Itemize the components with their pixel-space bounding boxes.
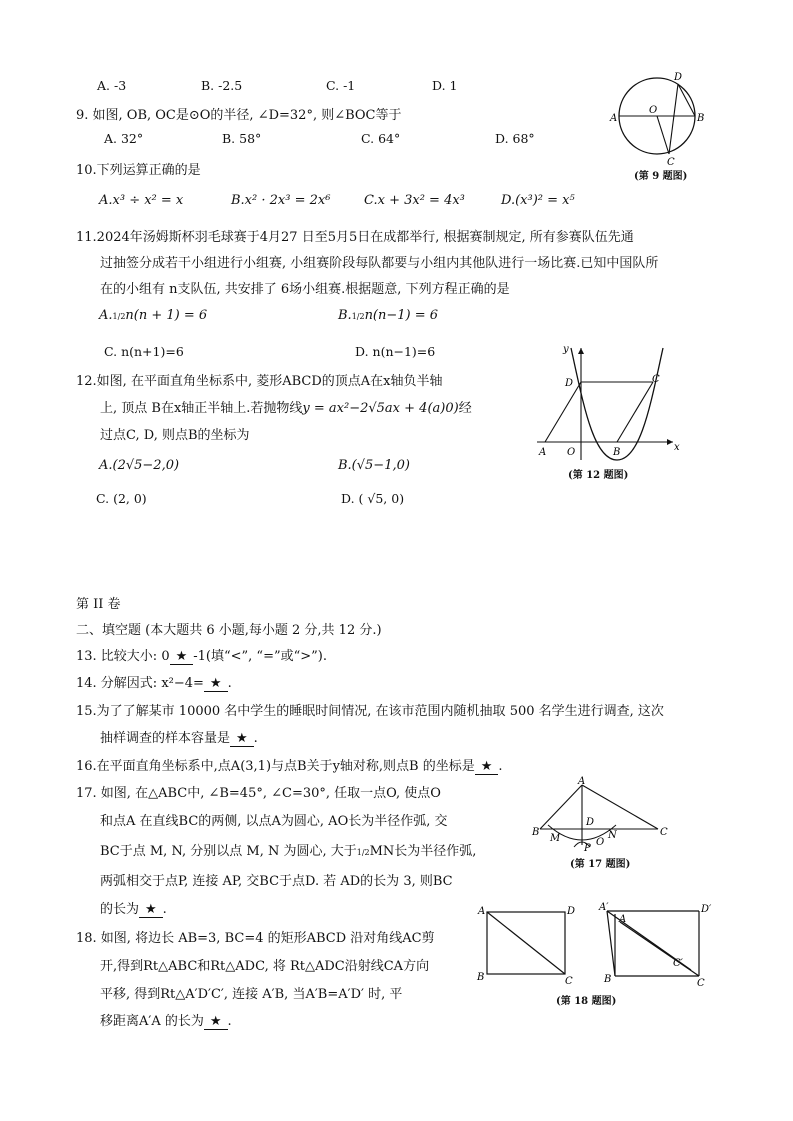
q10-option-c: C.x + 3x² = 4x³ <box>364 193 465 208</box>
q17-line-3: BC于点 M, N, 分别以点 M, N 为圆心, 大于1/2MN长为半径作弧, <box>100 844 477 859</box>
q17-label-m: M <box>550 833 561 844</box>
q17-label-d: D <box>586 817 595 828</box>
q17-label-b: B <box>532 827 540 838</box>
q11-option-c: C. n(n+1)=6 <box>104 344 184 359</box>
q9-option-a: A. 32° <box>104 131 144 146</box>
q12-label-a: A <box>539 447 547 458</box>
q11-option-d: D. n(n−1)=6 <box>355 344 436 359</box>
q18-line-1: 18. 如图, 将边长 AB=3, BC=4 的矩形ABCD 沿对角线AC剪 <box>76 931 435 946</box>
q18-figure <box>473 898 713 990</box>
q9-label-c: C <box>667 157 675 168</box>
q18-left-label-d: D <box>567 906 576 917</box>
q17-label-o: O <box>596 837 605 848</box>
q11-line-3: 在的小组有 n支队伍, 共安排了 6场小组赛.根据题意, 下列方程正确的是 <box>100 282 510 297</box>
q18-line-3: 平移, 得到Rt△A′D′C′, 连接 A′B, 当A′B=A′D′ 时, 平 <box>100 987 403 1002</box>
q12-option-c: C. (2, 0) <box>96 491 147 506</box>
q16: 16.在平面直角坐标系中,点A(3,1)与点B关于y轴对称,则点B 的坐标是 ★ . <box>76 759 503 774</box>
q14: 14. 分解因式: x²−4= ★ . <box>76 676 232 691</box>
q9-option-c: C. 64° <box>361 131 401 146</box>
q11-line-2: 过抽签分成若干小组进行小组赛, 小组赛阶段每队都要与小组内其他队进行一场比赛.已知中国队所 <box>100 256 659 271</box>
part2-title: 第 II 卷 <box>76 597 121 612</box>
q13-blank: ★ <box>170 649 194 665</box>
q12-label-y: y <box>563 344 569 355</box>
q18-line-4: 移距离A′A 的长为 ★ . <box>100 1014 232 1029</box>
q12-option-a: A.(2√5−2,0) <box>99 458 180 473</box>
q12-line-2: 上, 顶点 B在x轴正半轴上.若抛物线y = ax²−2√5ax + 4(a)0)经 <box>100 401 472 416</box>
q9-option-b: B. 58° <box>222 131 262 146</box>
q11-option-b: B.1/2n(n−1) = 6 <box>338 308 439 323</box>
q12-figure <box>533 342 683 464</box>
q9-label-a: A <box>610 113 618 124</box>
q15-line-1: 15.为了了解某市 10000 名中学生的睡眠时间情况, 在该市范围内随机抽取 500 名学生进行调查, 这次 <box>76 704 664 719</box>
q12-line-3: 过点C, D, 则点B的坐标为 <box>100 428 250 443</box>
q9-caption: (第 9 题图) <box>634 171 688 182</box>
q17-caption: (第 17 题图) <box>570 859 631 870</box>
q9-label-b: B <box>697 113 705 124</box>
q9-figure <box>605 70 710 180</box>
q17-label-p: P <box>584 843 591 854</box>
q9-stem: 9. 如图, OB, OC是⊙O的半径, ∠D=32°, 则∠BOC等于 <box>76 108 402 123</box>
q12-label-c: C <box>652 374 660 385</box>
q12-label-o: O <box>567 447 576 458</box>
q11-option-a: A.1/2n(n + 1) = 6 <box>99 308 208 323</box>
q12-label-b: B <box>613 447 621 458</box>
q18-blank: ★ <box>204 1014 228 1030</box>
q17-line-1: 17. 如图, 在△ABC中, ∠B=45°, ∠C=30°, 任取一点O, 使点O <box>76 786 441 801</box>
q15-line-2: 抽样调查的样本容量是 ★ . <box>100 731 258 746</box>
q11-line-1: 11.2024年汤姆斯杯羽毛球赛于4月27 日至5月5日在成都举行, 根据赛制规定, 所有参赛队伍先通 <box>76 230 634 245</box>
q18-right-label-c: C <box>697 978 705 989</box>
q17-label-n: N <box>608 830 617 841</box>
q18-right-label-c-prime: C′ <box>673 958 683 969</box>
section-title: 二、填空题 (本大题共 6 小题,每小题 2 分,共 12 分.) <box>76 623 382 638</box>
q9-label-o: O <box>649 105 658 116</box>
q10-option-d: D.(x³)² = x⁵ <box>501 193 575 208</box>
q8-option-b: B. -2.5 <box>201 78 243 93</box>
q12-option-d: D. ( √5, 0) <box>341 491 405 506</box>
q8-option-c: C. -1 <box>326 78 356 93</box>
q9-option-d: D. 68° <box>495 131 535 146</box>
q17-line-4: 两弧相交于点P, 连接 AP, 交BC于点D. 若 AD的长为 3, 则BC <box>100 874 453 889</box>
q12-option-b: B.(√5−1,0) <box>338 458 410 473</box>
q12-caption: (第 12 题图) <box>568 470 629 481</box>
q9-label-d: D <box>674 72 683 83</box>
q14-blank: ★ <box>204 676 228 692</box>
q18-left-label-b: B <box>477 972 485 983</box>
q17-line-5: 的长为 ★ . <box>100 902 167 917</box>
q17-figure <box>530 775 680 855</box>
q18-right-label-b: B <box>604 974 612 985</box>
q8-option-d: D. 1 <box>432 78 458 93</box>
q12-label-x: x <box>674 442 680 453</box>
q18-right-label-a-prime: A′ <box>599 902 609 913</box>
q17-line-2: 和点A 在直线BC的两侧, 以点A为圆心, AO长为半径作弧, 交 <box>100 814 448 829</box>
q18-right-label-d-prime: D′ <box>701 904 712 915</box>
q12-line-1: 12.如图, 在平面直角坐标系中, 菱形ABCD的顶点A在x轴负半轴 <box>76 374 443 389</box>
q12-label-d: D <box>565 378 574 389</box>
q8-option-a: A. -3 <box>97 78 127 93</box>
q18-left-label-a: A <box>478 906 486 917</box>
q17-blank: ★ <box>139 902 163 918</box>
q18-caption: (第 18 题图) <box>556 996 617 1007</box>
q10-option-a: A.x³ ÷ x² = x <box>99 193 184 208</box>
q17-label-c: C <box>660 827 668 838</box>
q16-blank: ★ <box>475 759 499 775</box>
q18-line-2: 开,得到Rt△ABC和Rt△ADC, 将 Rt△ADC沿射线CA方向 <box>100 959 430 974</box>
q17-label-a: A <box>578 776 586 787</box>
q10-option-b: B.x² · 2x³ = 2x⁶ <box>231 193 331 208</box>
q10-stem: 10.下列运算正确的是 <box>76 163 201 178</box>
q18-right-label-a: A <box>619 914 627 925</box>
q18-left-label-c: C <box>565 976 573 987</box>
q15-blank: ★ <box>230 731 254 747</box>
q13: 13. 比较大小: 0 ★ -1(填“<”, “=”或“>”). <box>76 649 328 664</box>
